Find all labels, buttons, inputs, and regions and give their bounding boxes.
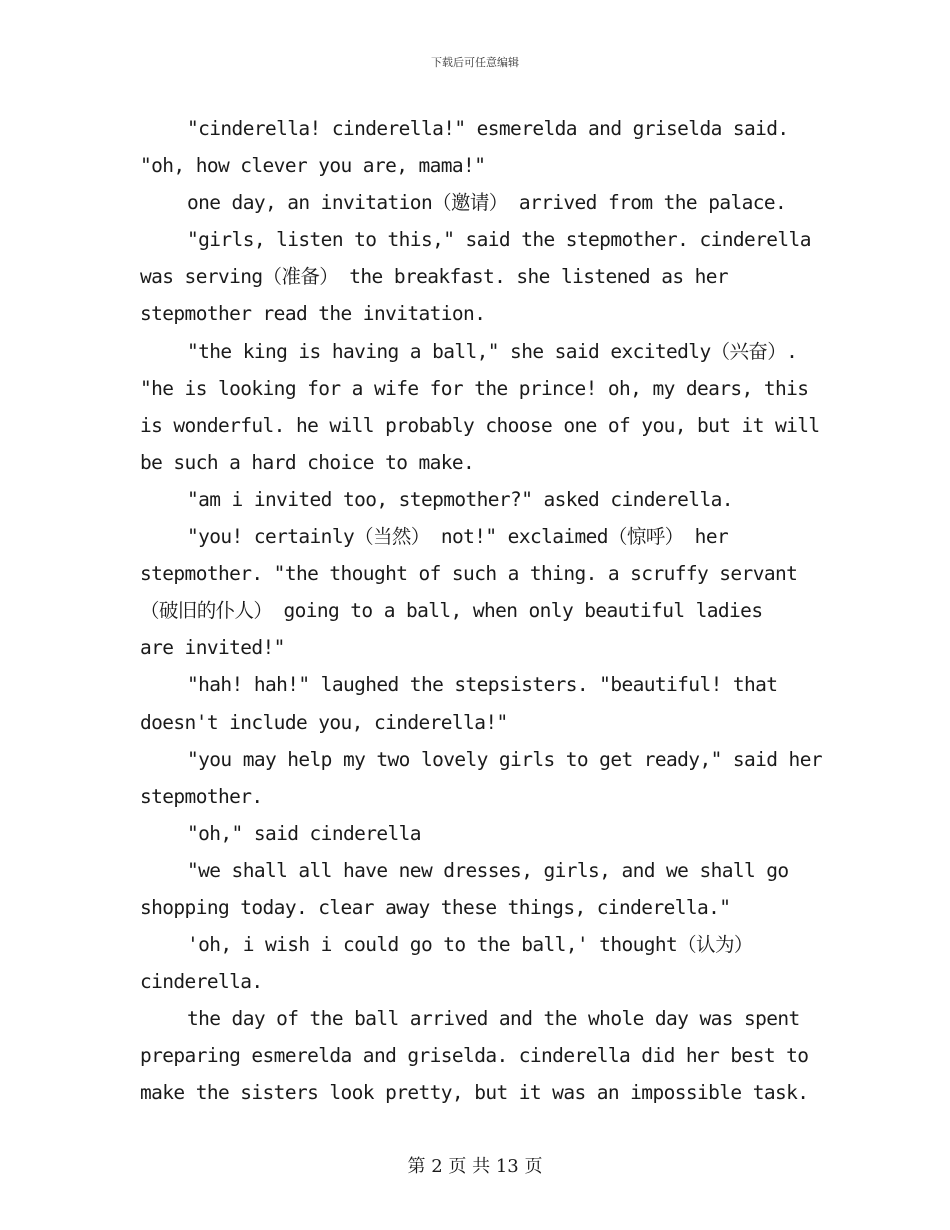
text-line: "you may help my two lovely girls to get ready," said her xyxy=(187,747,822,771)
text-line: "am i invited too, stepmother?" asked cinderella. xyxy=(187,487,733,511)
text-line: doesn't include you, cinderella!" xyxy=(140,710,508,734)
page-number-footer: 第 2 页 共 13 页 xyxy=(407,1156,543,1177)
text-line: shopping today. clear away these things, cinderella." xyxy=(140,895,731,919)
text-line: 'oh, i wish i could go to the ball,' thought（认为） xyxy=(187,933,753,957)
text-line: "oh, how clever you are, mama!" xyxy=(140,154,486,178)
text-line: "girls, listen to this," said the stepmother. cinderella xyxy=(187,228,811,252)
text-line: "hah! hah!" laughed the stepsisters. "beautiful! that xyxy=(187,673,778,697)
text-line: stepmother. "the thought of such a thing. a scruffy servant xyxy=(140,562,798,586)
text-line: is wonderful. he will probably choose one of you, but it will xyxy=(140,413,820,437)
text-line: make the sisters look pretty, but it was an impossible task. xyxy=(140,1081,809,1105)
text-line: "oh," said cinderella xyxy=(187,821,421,845)
text-line: "the king is having a ball," she said excitedly（兴奋）. xyxy=(187,339,798,363)
page-header-note: 下载后可任意编辑 xyxy=(431,56,519,69)
text-line: preparing esmerelda and griselda. cinderella did her best to xyxy=(140,1044,809,1068)
text-line: stepmother read the invitation. xyxy=(140,302,486,326)
text-line: "you! certainly（当然） not!" exclaimed（惊呼） her xyxy=(187,525,729,549)
text-line: are invited!" xyxy=(140,636,285,660)
text-line: one day, an invitation（邀请） arrived from the palace. xyxy=(187,191,787,215)
text-line: the day of the ball arrived and the whole day was spent xyxy=(187,1007,800,1031)
text-line: "he is looking for a wife for the prince! oh, my dears, this xyxy=(140,376,809,400)
story-body xyxy=(140,110,822,1112)
text-line: stepmother. xyxy=(140,784,263,808)
text-line: cinderella. xyxy=(140,970,263,994)
text-line: "we shall all have new dresses, girls, and we shall go xyxy=(187,858,789,882)
text-line: be such a hard choice to make. xyxy=(140,450,475,474)
text-line: （破旧的仆人） going to a ball, when only beautiful ladies xyxy=(140,599,763,623)
text-line: "cinderella! cinderella!" esmerelda and griselda said. xyxy=(187,117,789,140)
text-line: was serving（准备） the breakfast. she listened as her xyxy=(140,265,729,289)
